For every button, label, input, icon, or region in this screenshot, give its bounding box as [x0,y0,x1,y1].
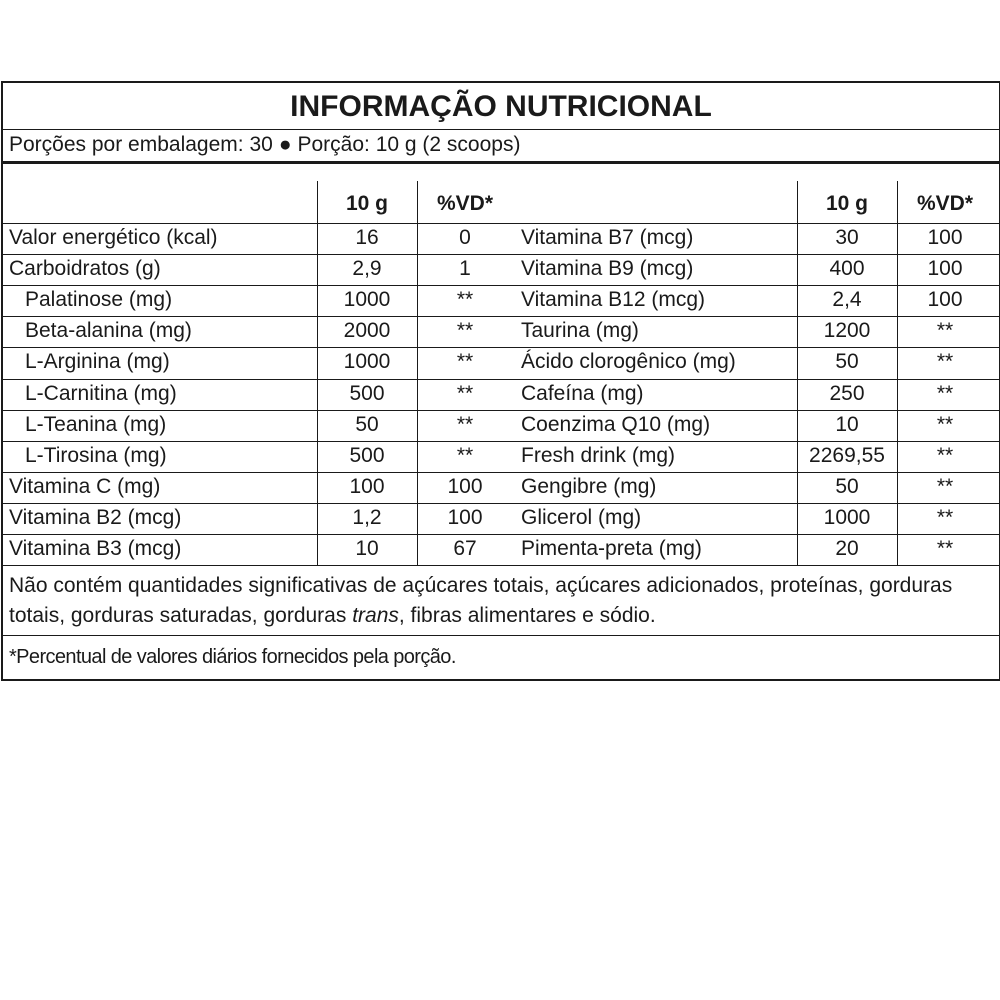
column-header-dv: %VD* [436,192,494,215]
row-divider [3,503,999,504]
nutrient-dv: ** [936,319,954,343]
nutrient-amount: 2269,55 [809,443,885,467]
nutrient-amount: 50 [355,412,379,436]
nutrient-amount: 50 [835,474,859,498]
nutrient-name: Beta-alanina (mg) [25,319,192,343]
row-divider [3,347,999,348]
nutrient-dv: ** [936,537,954,560]
nutrient-dv: ** [936,505,954,529]
row-divider [3,285,999,286]
row-divider [3,254,999,255]
nutrient-amount: 20 [835,537,859,560]
footnote-italic: trans [352,604,399,627]
servings-text: Porções por embalagem: 30 [9,133,273,156]
nutrient-name: L-Teanina (mg) [25,412,167,436]
nutrient-amount: 1000 [343,350,391,374]
row-divider [3,316,999,317]
nutrient-amount: 50 [835,350,859,374]
nutrient-name: Vitamina B12 (mcg) [521,288,706,312]
nutrient-name: Ácido clorogênico (mg) [521,350,736,374]
nutrition-facts-label [1,81,1000,681]
nutrient-dv: 1 [459,257,471,281]
nutrient-dv: ** [936,412,954,436]
nutrient-dv: ** [936,443,954,467]
portion-info [9,131,520,159]
divider [3,565,999,566]
nutrient-name: Fresh drink (mg) [521,443,676,467]
nutrient-amount: 2,4 [832,288,862,312]
nutrient-dv: ** [456,443,474,467]
portion-size-text: Porção: 10 g (2 scoops) [297,133,521,156]
nutrient-amount: 2000 [343,319,391,343]
column-header-amount: 10 g [825,192,869,215]
row-divider [3,472,999,473]
footnote-text: Não contém quantidades significativas de açúcares totais, açúcares adicionados, proteínas, gorduras totais, gorduras saturadas, gorduras [9,574,953,627]
nutrient-name: L-Carnitina (mg) [25,381,177,405]
nutrient-dv: 0 [459,226,471,249]
column-header-amount: 10 g [345,192,389,215]
dv-note: *Percentual de valores diários fornecidos pela porção. [9,646,456,668]
nutrient-name: Palatinose (mg) [25,288,173,312]
nutrient-amount: 30 [835,226,859,249]
nutrient-amount: 1200 [823,319,871,343]
nutrient-amount: 500 [349,443,385,467]
row-divider [3,441,999,442]
nutrient-name: L-Tirosina (mg) [25,443,167,467]
bullet-icon: ● [278,133,292,156]
nutrient-dv: ** [456,319,474,343]
nutrient-name: Valor energético (kcal) [9,226,218,249]
nutrient-amount: 10 [355,537,379,560]
nutrient-amount: 400 [829,257,865,281]
nutrient-dv: ** [456,381,474,405]
nutrient-amount: 1,2 [352,505,382,529]
nutrient-name: Vitamina B3 (mcg) [9,537,182,560]
column-header-dv: %VD* [916,192,974,215]
nutrient-amount: 100 [349,474,385,498]
nutrient-name: Vitamina B2 (mcg) [9,505,182,529]
nutrient-name: Coenzima Q10 (mg) [521,412,711,436]
nutrient-amount: 500 [349,381,385,405]
nutrient-dv: 100 [927,226,963,249]
nutrient-amount: 250 [829,381,865,405]
nutrient-name: Gengibre (mg) [521,474,657,498]
nutrient-name: L-Arginina (mg) [25,350,170,374]
nutrient-dv: 100 [447,505,483,529]
divider [3,635,999,636]
nutrient-dv: ** [936,474,954,498]
footnote-end: , fibras alimentares e sódio. [398,604,656,627]
row-divider [3,534,999,535]
nutrient-dv: ** [936,350,954,374]
nutrient-amount: 16 [355,226,379,249]
divider [3,129,999,130]
nutrient-dv: 100 [927,257,963,281]
divider-thick [3,161,999,164]
nutrient-name: Vitamina B7 (mcg) [521,226,694,249]
nutrient-name: Glicerol (mg) [521,505,642,529]
nutrient-amount: 1000 [343,288,391,312]
nutrient-name: Pimenta-preta (mg) [521,537,702,560]
nutrient-dv: 100 [927,288,963,312]
nutrient-amount: 2,9 [352,257,382,281]
nutrient-dv: ** [456,412,474,436]
nutrient-dv: 67 [453,537,477,560]
nutrient-amount: 1000 [823,505,871,529]
nutrient-name: Cafeína (mg) [521,381,644,405]
footnote [9,571,999,631]
nutrient-dv: ** [456,350,474,374]
nutrient-amount: 10 [835,412,859,436]
nutrient-name: Taurina (mg) [521,319,639,343]
nutrient-name: Vitamina C (mg) [9,474,161,498]
nutrient-name: Vitamina B9 (mcg) [521,257,694,281]
nutrient-name: Carboidratos (g) [9,257,161,281]
label-title: INFORMAÇÃO NUTRICIONAL [290,90,712,123]
row-divider [3,379,999,380]
row-divider [3,410,999,411]
nutrient-dv: ** [456,288,474,312]
nutrient-dv: 100 [447,474,483,498]
nutrient-dv: ** [936,381,954,405]
